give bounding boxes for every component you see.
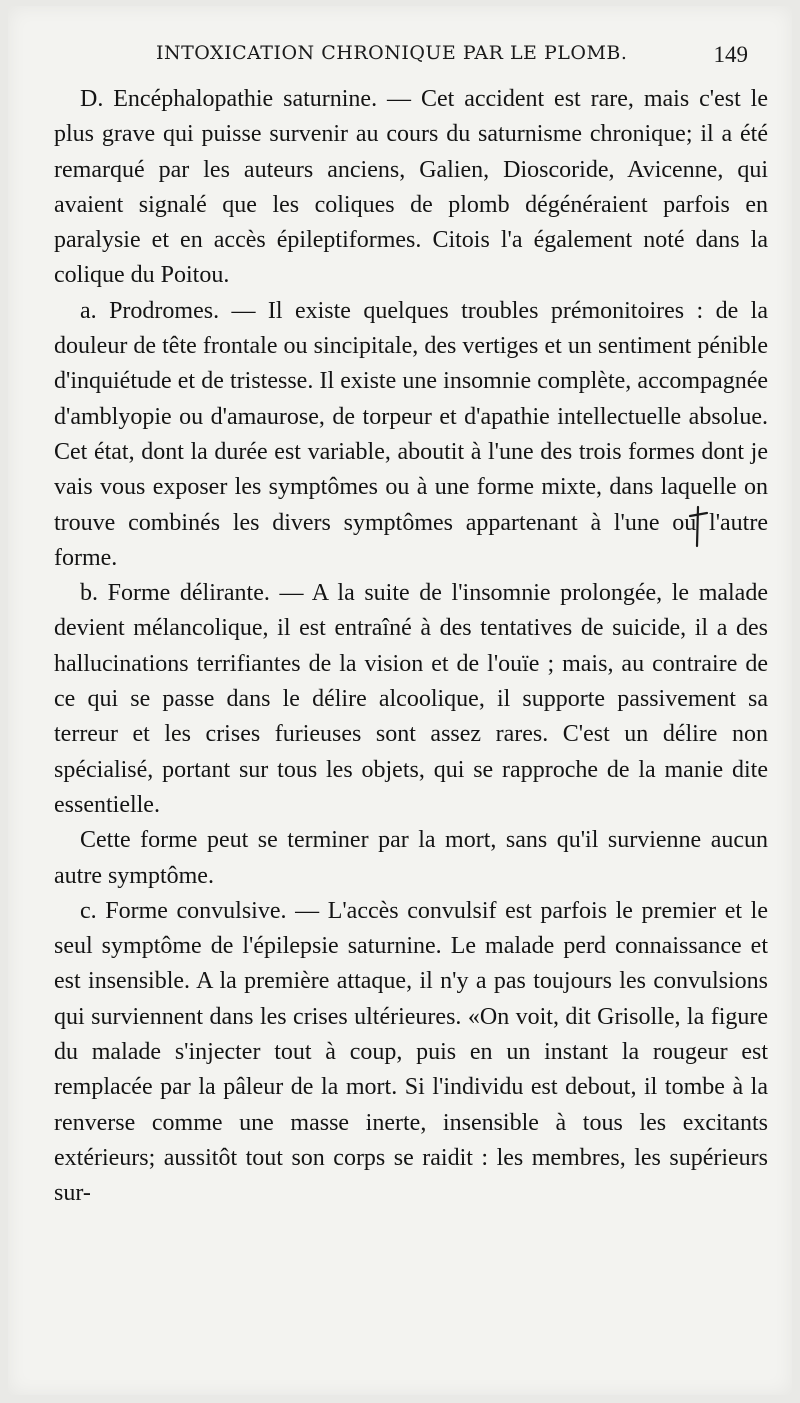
section-letter: a. (80, 297, 110, 324)
paragraph-text: Cette forme peut se terminer par la mort, sans qu'il survienne aucun autre symptôme. (54, 827, 768, 889)
paragraph-text: — L'accès convulsif est parfois le premier et le seul symptôme de l'épilepsie saturnine. Le malade perd connaissance et est insensible. A la première attaque, il n'y a pas toujours les convulsions qui surviennent dans les crises ultérieures. «On voit, dit Grisolle, la figure du malade s'injecter tout à coup, puis en un instant la rougeur est remplacée par la pâleur de la mort. Si l'individu est debout, il tombe à la renverse comme une masse inerte, insensible à tous les excitants extérieurs; aussitôt tout son corps se raidit : les membres, les supérieurs sur- (54, 897, 769, 1207)
paragraph-forme-convulsive (54, 894, 768, 1212)
paragraph-terminaison (54, 823, 768, 894)
section-letter: c. (80, 897, 106, 924)
paragraph-text: — Il existe quelques troubles prémonitoires : de la douleur de tête frontale ou sincipitale, des vertiges et un sentiment pénible d'inquiétude et de tristesse. Il existe une insomnie complète, accompagnée d'amblyopie ou d'amaurose, de torpeur et d'apathie intellectuelle absolue. Cet état, dont la durée est variable, aboutit à l'une des trois formes dont je vais vous exposer les symptômes ou à une forme mixte, dans laquelle on trouve combinés les divers symptômes appartenant à l'une ou l'autre forme. (54, 297, 769, 571)
running-title: INTOXICATION CHRONIQUE PAR LE PLOMB. (156, 42, 628, 64)
paragraph-prodromes (54, 294, 768, 576)
section-heading: Encéphalopathie saturnine. (113, 86, 378, 112)
section-letter: D. (80, 86, 114, 112)
section-heading: Forme délirante. (107, 580, 270, 607)
body-text (54, 82, 768, 1212)
section-heading: Forme convulsive. (105, 897, 287, 924)
paragraph-forme-delirante (54, 576, 768, 823)
paragraph-encephalopathie (54, 82, 768, 294)
section-heading: Prodromes. (109, 297, 220, 324)
paragraph-text: — Cet accident est rare, mais c'est le plus grave qui puisse survenir au cours du saturnisme chronique; il a été remarqué par les auteurs anciens, Galien, Dioscoride, Avicenne, qui avaient signalé que les coliques de plomb dégénéraient parfois en paralysie et en accès épileptiformes. Citois l'a également noté dans la colique du Poitou. (54, 86, 768, 289)
book-page (8, 6, 792, 1395)
paragraph-text: — A la suite de l'insomnie prolongée, le malade devient mélancolique, il est entraîné à des tentatives de suicide, il a des hallucinations terrifiantes de la vision et de l'ouïe ; mais, au contraire de ce qui se passe dans le délire alcoolique, il supporte passivement sa terreur et les crises furieuses sont assez rares. C'est un délire non spécialisé, portant sur tous les objets, qui se rapproche de la manie dite essentielle. (54, 580, 768, 818)
handwritten-cross-mark-icon (686, 504, 710, 550)
section-letter: b. (80, 580, 108, 607)
page-number: 149 (713, 42, 748, 67)
